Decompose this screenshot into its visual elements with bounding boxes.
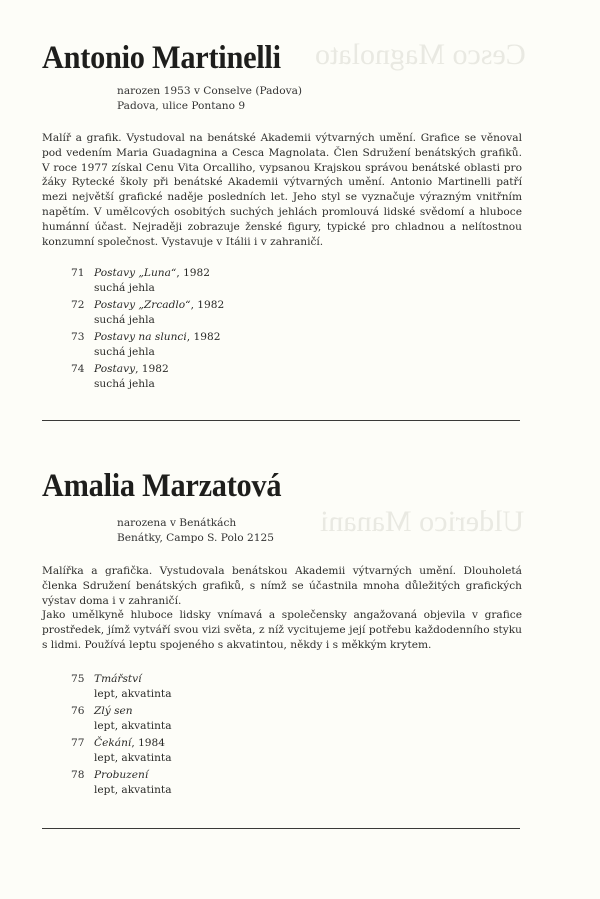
work-title: Postavy <box>94 363 136 376</box>
bio-paragraph: Jako umělkyně hluboce lidsky vnímavá a společensky angažovaná objevila v grafice prostředek, jímž vytváří svou vizi světa, z níž vycitujeme její potřebu každodenního styku s lidmi. Používá leptu spojeného s akvatintou, někdy i s měkkým krytem. <box>42 609 522 651</box>
work-number: 75 <box>71 672 85 685</box>
work-title: Čekání <box>94 736 132 749</box>
work-technique: suchá jehla <box>94 282 155 295</box>
work-item <box>71 704 522 734</box>
artist-entry <box>42 468 525 800</box>
artist-name: Amalia Marzatová <box>42 468 282 504</box>
biography <box>42 131 522 249</box>
artist-details <box>117 516 522 546</box>
work-number: 72 <box>71 299 85 312</box>
work-title: Postavy na slunci <box>94 331 187 344</box>
work-year: , 1982 <box>135 363 169 376</box>
work-number: 71 <box>71 267 85 280</box>
section-divider <box>42 420 520 421</box>
work-technique: lept, akvatinta <box>94 751 172 764</box>
work-technique: lept, akvatinta <box>94 687 172 700</box>
work-title: Postavy „Zrcadlo“ <box>94 299 191 312</box>
work-technique: suchá jehla <box>94 346 155 359</box>
artist-entry <box>42 40 522 394</box>
work-item <box>71 362 522 392</box>
work-number: 78 <box>71 768 85 781</box>
work-number: 74 <box>71 363 85 376</box>
section-divider <box>42 828 520 829</box>
works-list <box>71 266 522 392</box>
work-number: 77 <box>71 736 85 749</box>
work-title: Tmářství <box>94 672 142 685</box>
work-technique: lept, akvatinta <box>94 783 172 796</box>
work-title: Zlý sen <box>94 704 133 717</box>
work-year: , 1982 <box>186 331 221 344</box>
work-year: , 1982 <box>190 299 225 312</box>
work-title: Postavy „Luna“ <box>94 267 177 280</box>
work-year: , 1982 <box>176 267 211 280</box>
works-list <box>71 672 522 798</box>
biography <box>42 564 522 653</box>
birth-info: narozen 1953 v Conselve (Padova) <box>117 85 303 97</box>
work-item <box>71 330 522 360</box>
show-through-heading: Ulderico Manani <box>320 505 525 538</box>
address: Benátky, Campo S. Polo 2125 <box>117 532 274 544</box>
work-item <box>71 672 522 702</box>
work-item <box>71 266 522 296</box>
birth-info: narozena v Benátkách <box>117 517 237 529</box>
work-technique: suchá jehla <box>94 314 155 327</box>
address: Padova, ulice Pontano 9 <box>117 100 246 112</box>
work-number: 76 <box>71 704 85 717</box>
work-title: Probuzení <box>94 768 149 781</box>
work-item <box>71 736 522 766</box>
work-number: 73 <box>71 331 85 344</box>
bio-paragraph: Malíř a grafik. Vystudoval na benátské Akademii výtvarných umění. Grafice se věnoval pod vedením Maria Guadagnina a Cesca Magnolata. Člen Sdružení benátských grafiků. V roce 1977 získal Cenu Vita Orcalliho, vypsanou Krajskou správou benátské oblasti pro žáky Rytecké školy při benátské Akademii výtvarných umění. Antonio Martinelli patří mezi největší grafické naděje posledních let. Jeho styl se vyznačuje výrazným vnitřním napětím. V umělcových osobitých suchých jehlách promlouvá lidské svědomí a hluboce humánní účast. Nejraději zobrazuje ženské figury, typické pro chladnou a nelítostnou konzumní společnost. Vystavuje v Itálii i v zahraničí. <box>42 132 522 248</box>
work-technique: suchá jehla <box>94 378 155 391</box>
work-item <box>71 298 522 328</box>
artist-name: Antonio Martinelli <box>42 40 281 76</box>
work-item <box>71 768 522 798</box>
work-technique: lept, akvatinta <box>94 719 172 732</box>
show-through-heading: Cesco Magnolato <box>315 38 526 71</box>
work-year: , 1984 <box>131 736 166 749</box>
bio-paragraph: Malířka a grafička. Vystudovala benátskou Akademii výtvarných umění. Dlouholetá členka Sdružení benátských grafiků, s nímž se účastnila mnoha důležitých grafických výstav doma i v zahraničí. <box>42 565 522 607</box>
artist-details <box>117 84 522 114</box>
